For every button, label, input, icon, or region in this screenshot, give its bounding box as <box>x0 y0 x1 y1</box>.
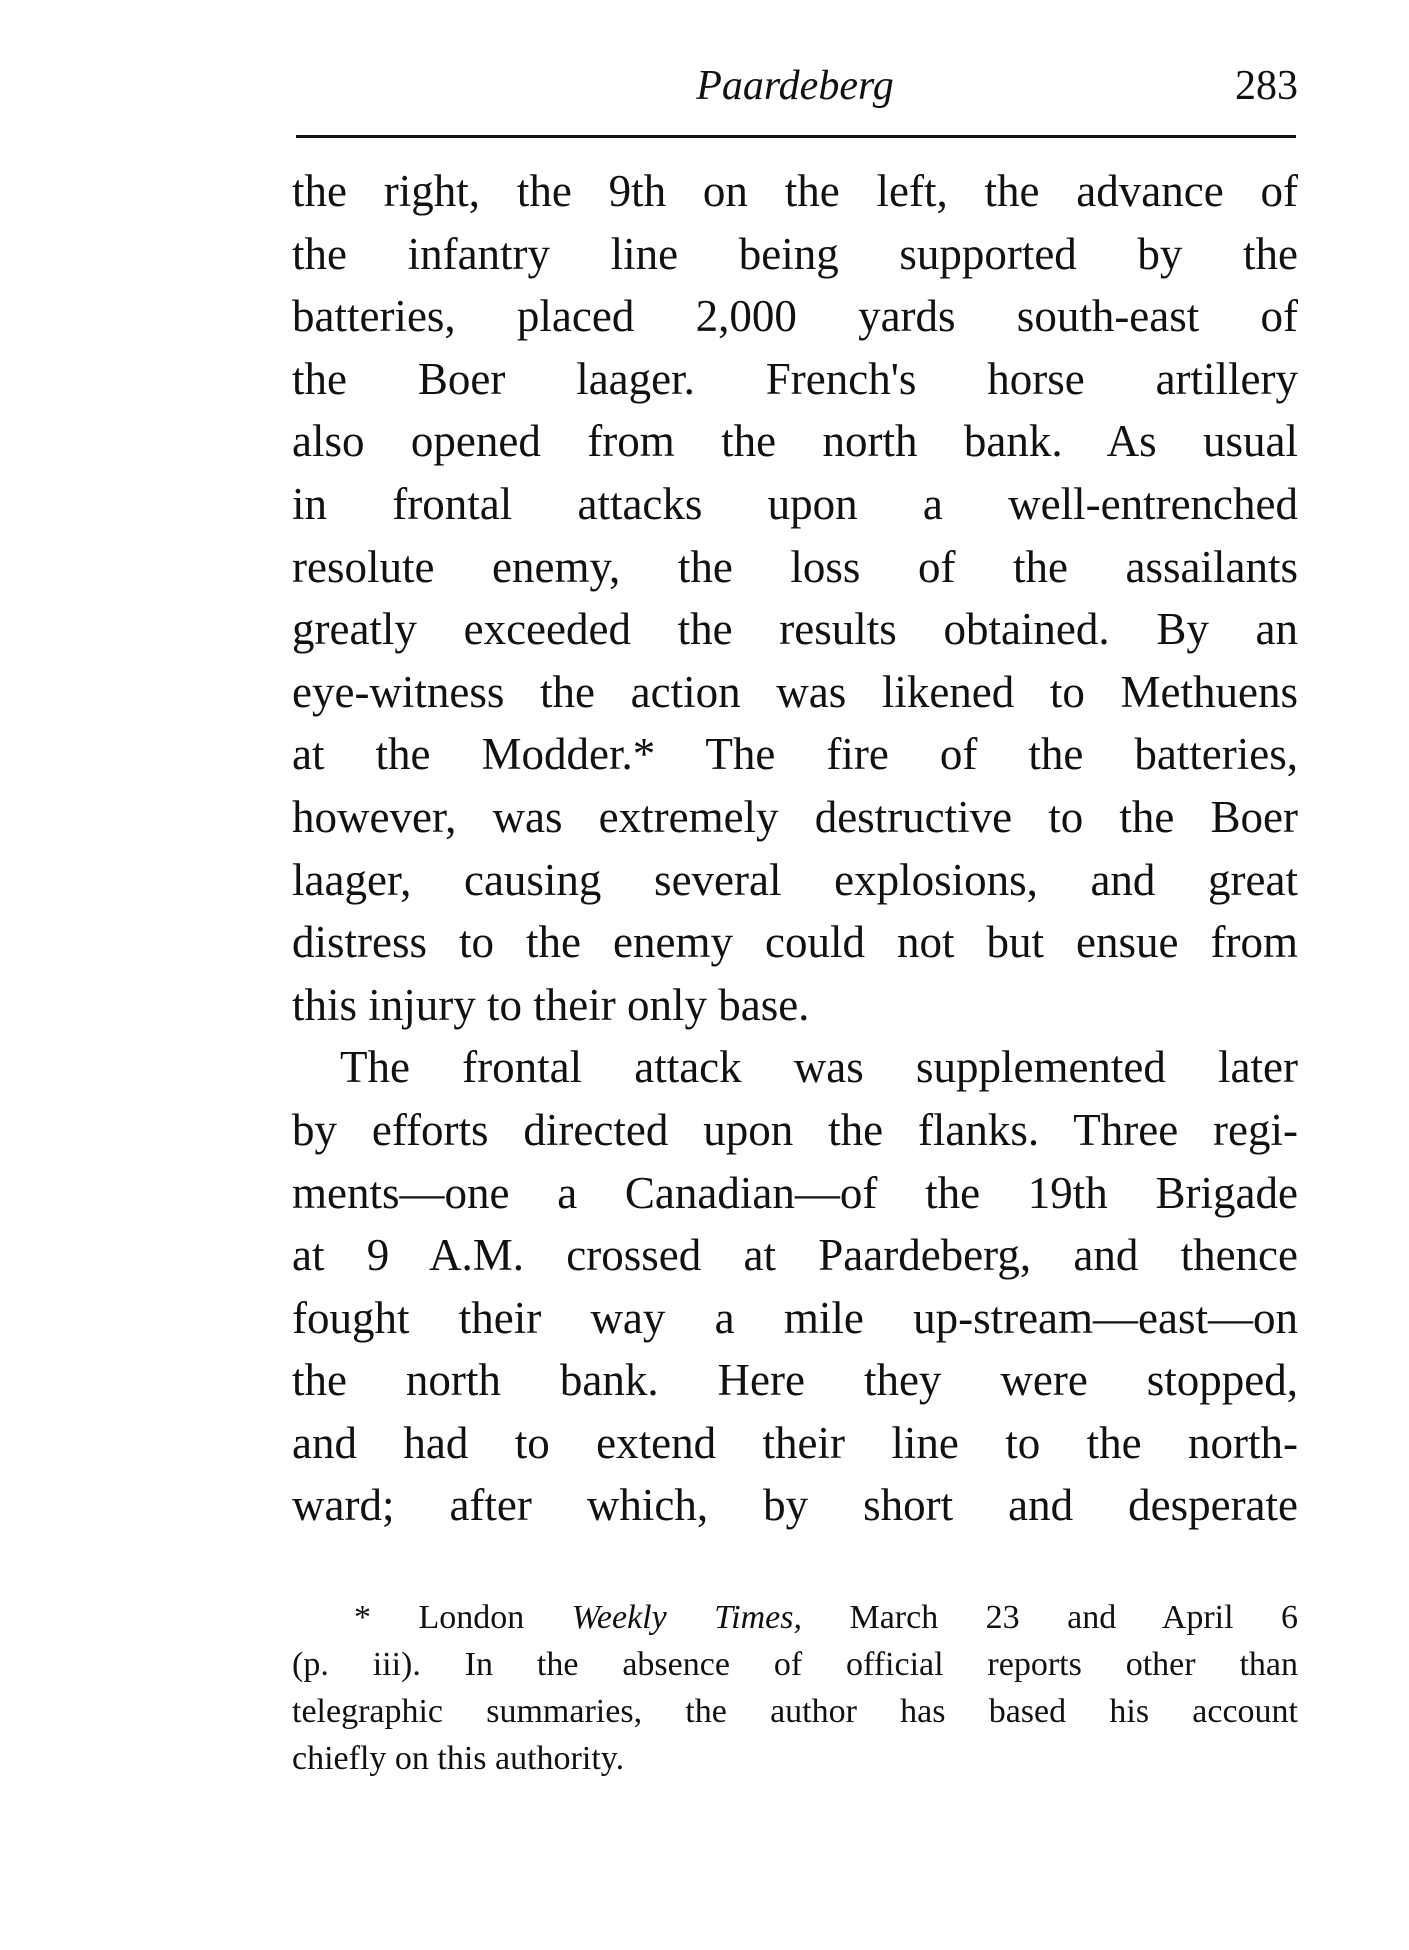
footnote-line: telegraphic summaries, the author has based his account <box>292 1693 1298 1730</box>
page-number: 283 <box>1235 63 1298 109</box>
text-line: greatly exceeded the results obtained. By an <box>292 604 1298 655</box>
text-line: The frontal attack was supplemented later <box>340 1042 1298 1093</box>
text-line: the right, the 9th on the left, the advance of <box>292 166 1298 216</box>
text-line: by efforts directed upon the flanks. Three regi- <box>292 1104 1298 1155</box>
footnote-line <box>292 1594 1298 1641</box>
text-line: eye-witness the action was likened to Methuens <box>292 666 1298 717</box>
text-line: however, was extremely destructive to the Boer <box>292 791 1298 842</box>
text-line: the north bank. Here they were stopped, <box>292 1355 1298 1406</box>
text-line: also opened from the north bank. As usual <box>292 416 1298 467</box>
text-line: resolute enemy, the loss of the assailants <box>292 541 1298 592</box>
text-line: and had to extend their line to the north- <box>292 1417 1298 1468</box>
footnote-date: March 23 and April 6 <box>849 1599 1298 1636</box>
running-title: Paardeberg <box>696 63 894 109</box>
text-line: at 9 A.M. crossed at Paardeberg, and thence <box>292 1230 1298 1281</box>
text-line: at the Modder.* The fire of the batteries, <box>292 729 1298 780</box>
text-line: in frontal attacks upon a well-entrenched <box>292 478 1298 529</box>
text-line: the infantry line being supported by the <box>292 228 1298 279</box>
publication-title: Weekly Times, <box>571 1599 803 1636</box>
text-line: the Boer laager. French's horse artillery <box>292 353 1298 404</box>
footnote <box>292 1594 1298 1782</box>
footnote-marker: * London <box>354 1599 525 1636</box>
text-line: laager, causing several explosions, and great <box>292 854 1298 905</box>
footnote-line: (p. iii). In the absence of official reports other than <box>292 1646 1298 1683</box>
text-line: ward; after which, by short and desperate <box>292 1480 1298 1531</box>
text-line: this injury to their only base. <box>292 979 810 1030</box>
text-line: fought their way a mile up-stream—east—on <box>292 1292 1298 1343</box>
header-rule <box>296 135 1296 138</box>
body-text <box>292 160 1298 1537</box>
footnote-line: chiefly on this authority. <box>292 1740 625 1777</box>
text-line: ments—one a Canadian—of the 19th Brigade <box>292 1167 1298 1218</box>
text-line: batteries, placed 2,000 yards south-east of <box>292 291 1298 342</box>
text-line: distress to the enemy could not but ensue from <box>292 917 1298 968</box>
page-header <box>292 62 1298 122</box>
